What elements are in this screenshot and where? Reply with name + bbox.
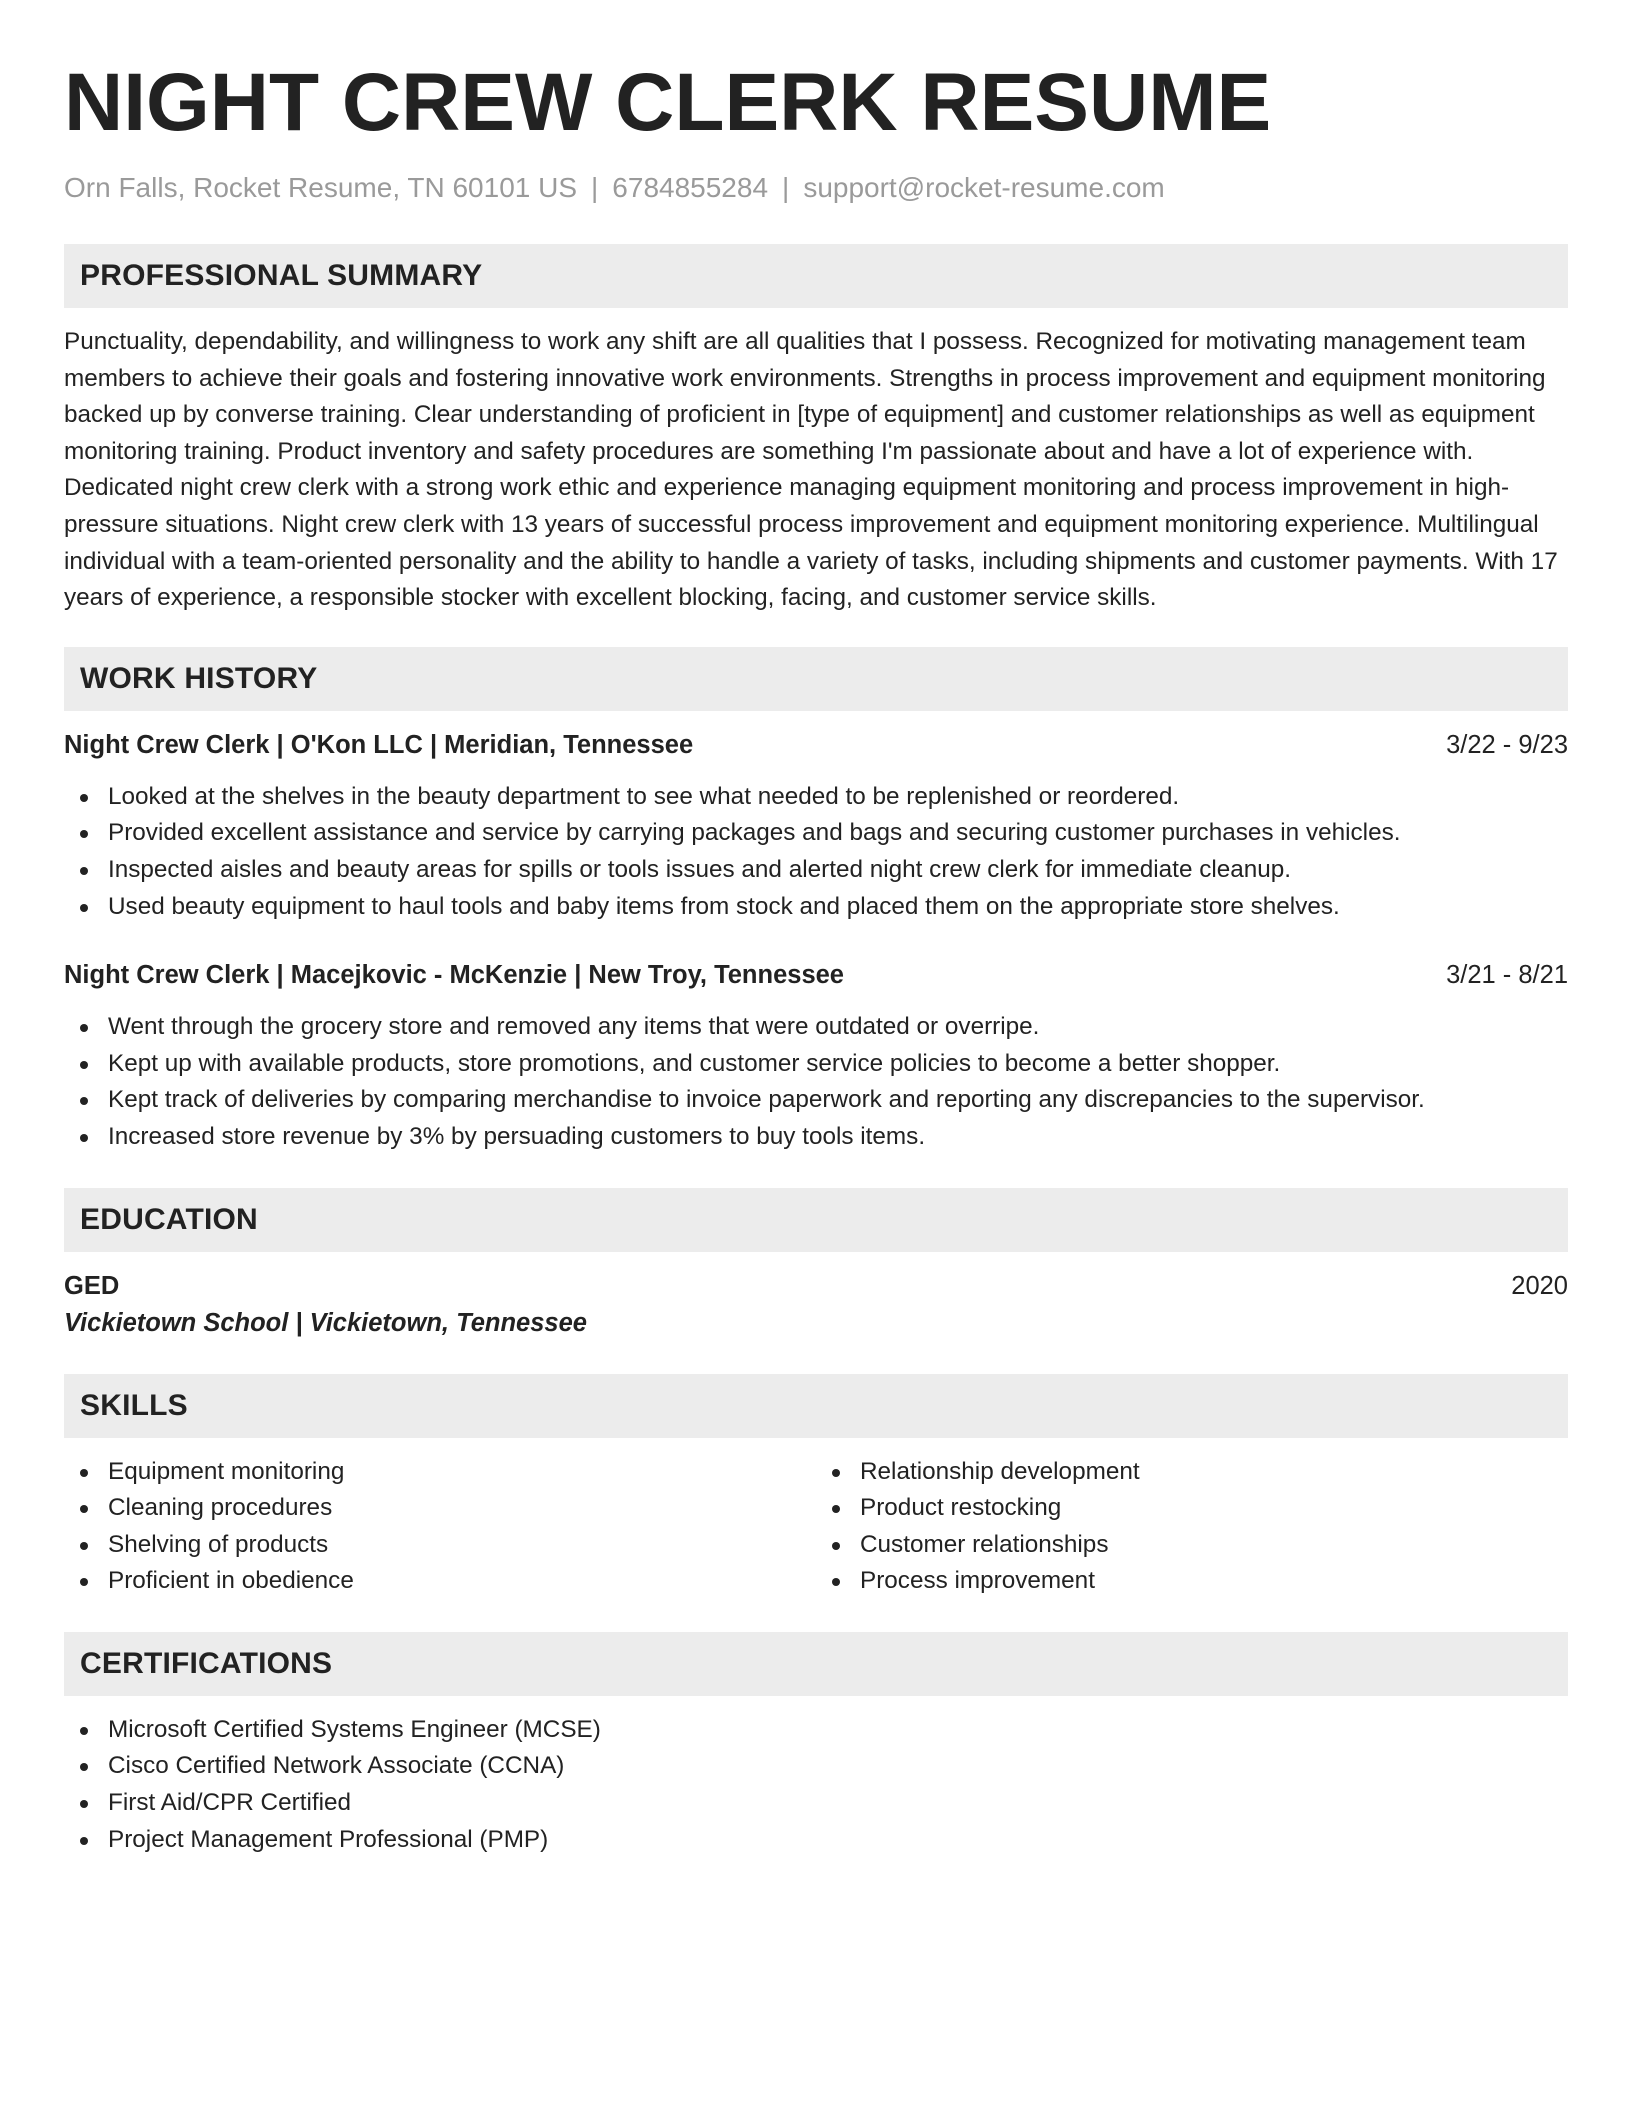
job-dates: 3/21 - 8/21 bbox=[1446, 961, 1568, 990]
job-bullets bbox=[64, 779, 1568, 925]
education-header bbox=[64, 1268, 1568, 1304]
summary-heading: PROFESSIONAL SUMMARY bbox=[64, 244, 1568, 308]
job-bullet: Kept up with available products, store promotions, and customer service policies to become a better shopper. bbox=[64, 1046, 1568, 1083]
summary-text: Punctuality, dependability, and willingness to work any shift are all qualities that I possess. Recognized for motivating management team members to achieve their goals and fostering innovative work environments. Strengths in process improvement and equipment monitoring backed up by converse training. Clear understanding of proficient in [type of equipment] and customer relationships as well as equipment monitoring training. Product inventory and safety procedures are something I'm passionate about and have a lot of experience with. Dedicated night crew clerk with a strong work ethic and experience managing equipment monitoring and process improvement in high-pressure situations. Night crew clerk with 13 years of successful process improvement and equipment monitoring experience. Multilingual individual with a team-oriented personality and the ability to handle a variety of tasks, including shipments and customer payments. With 17 years of experience, a responsible stocker with excellent blocking, facing, and customer service skills. bbox=[64, 328, 1558, 612]
contact-email: support@rocket-resume.com bbox=[803, 172, 1165, 203]
job-bullet: Looked at the shelves in the beauty department to see what needed to be replenished or reordered. bbox=[64, 779, 1568, 816]
skill-item: Relationship development bbox=[816, 1454, 1568, 1491]
certification-item: Project Management Professional (PMP) bbox=[64, 1822, 1568, 1859]
job-header bbox=[64, 727, 1568, 763]
job-bullet: Provided excellent assistance and service by carrying packages and bags and securing customer purchases in vehicles. bbox=[64, 815, 1568, 852]
job-entry bbox=[64, 727, 1568, 925]
resume-title: NIGHT CREW CLERK RESUME bbox=[64, 57, 1272, 148]
certification-item: Microsoft Certified Systems Engineer (MCSE) bbox=[64, 1712, 1568, 1749]
skills-section bbox=[64, 1374, 1568, 1600]
contact-line bbox=[64, 170, 1568, 206]
education-heading: EDUCATION bbox=[64, 1188, 1568, 1252]
skill-item: Product restocking bbox=[816, 1490, 1568, 1527]
skill-item: Shelving of products bbox=[64, 1527, 816, 1564]
contact-address: Orn Falls, Rocket Resume, TN 60101 US bbox=[64, 172, 578, 203]
certifications-section bbox=[64, 1632, 1568, 1858]
job-header bbox=[64, 957, 1568, 993]
job-title: Night Crew Clerk | Macejkovic - McKenzie | New Troy, Tennessee bbox=[64, 961, 844, 990]
certifications-list bbox=[64, 1712, 1568, 1858]
job-bullets bbox=[64, 1009, 1568, 1155]
work-history-section bbox=[64, 647, 1568, 1156]
work-history-heading: WORK HISTORY bbox=[64, 647, 1568, 711]
summary-section bbox=[64, 244, 1568, 617]
education-section bbox=[64, 1188, 1568, 1342]
job-entry bbox=[64, 957, 1568, 1155]
skill-item: Proficient in obedience bbox=[64, 1563, 816, 1600]
job-bullet: Inspected aisles and beauty areas for spills or tools issues and alerted night crew clerk for immediate cleanup. bbox=[64, 852, 1568, 889]
job-bullet: Kept track of deliveries by comparing merchandise to invoice paperwork and reporting any discrepancies to the supervisor. bbox=[64, 1082, 1568, 1119]
skill-item: Equipment monitoring bbox=[64, 1454, 816, 1491]
education-school: Vickietown School | Vickietown, Tennessee bbox=[64, 1308, 587, 1337]
skills-column-right bbox=[816, 1454, 1568, 1600]
job-bullet: Increased store revenue by 3% by persuading customers to buy tools items. bbox=[64, 1119, 1568, 1156]
skills-grid bbox=[64, 1454, 1568, 1600]
certifications-heading: CERTIFICATIONS bbox=[64, 1632, 1568, 1696]
skills-column-left bbox=[64, 1454, 816, 1600]
job-dates: 3/22 - 9/23 bbox=[1446, 730, 1568, 759]
education-year: 2020 bbox=[1511, 1271, 1568, 1300]
contact-separator: | bbox=[591, 172, 599, 203]
contact-phone: 6784855284 bbox=[612, 172, 769, 203]
certification-item: First Aid/CPR Certified bbox=[64, 1785, 1568, 1822]
contact-separator: | bbox=[782, 172, 790, 203]
job-bullet: Went through the grocery store and removed any items that were outdated or overripe. bbox=[64, 1009, 1568, 1046]
education-degree: GED bbox=[64, 1271, 120, 1300]
job-bullet: Used beauty equipment to haul tools and baby items from stock and placed them on the appropriate store shelves. bbox=[64, 889, 1568, 926]
certification-item: Cisco Certified Network Associate (CCNA) bbox=[64, 1748, 1568, 1785]
skill-item: Customer relationships bbox=[816, 1527, 1568, 1564]
skills-heading: SKILLS bbox=[64, 1374, 1568, 1438]
skill-item: Cleaning procedures bbox=[64, 1490, 816, 1527]
job-title: Night Crew Clerk | O'Kon LLC | Meridian, Tennessee bbox=[64, 730, 694, 759]
skill-item: Process improvement bbox=[816, 1563, 1568, 1600]
